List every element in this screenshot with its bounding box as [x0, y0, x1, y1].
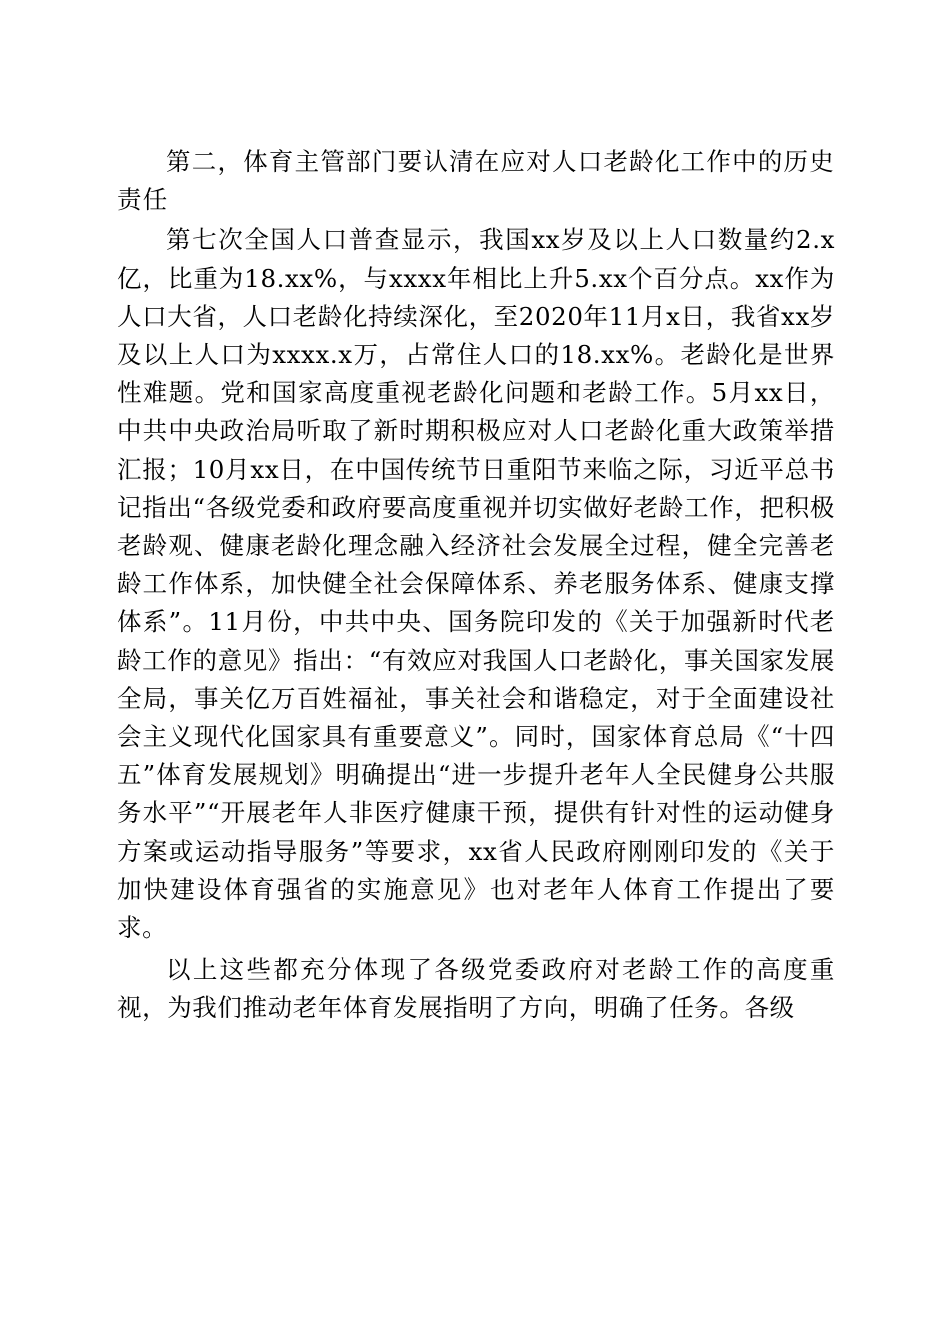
- paragraph-summary: 以上这些都充分体现了各级党委政府对老龄工作的高度重视，为我们推动老年体育发展指明了方向，明确了任务。各级: [117, 955, 835, 1023]
- document-body: [117, 143, 835, 1028]
- paragraph-population-statistics: 第七次全国人口普查显示，我国xx岁及以上人口数量约2.x亿，比重为18.xx%，与xxxx年相比上升5.xx个百分点。xx作为人口大省，人口老龄化持续深化，至2020年11月x日，我省xx岁及以上人口为xxxx.x万，占常住人口的18.xx%。老龄化是世界性难题。党和国家高度重视老龄化问题和老龄工作。5月xx日，中共中央政治局听取了新时期积极应对人口老龄化重大政策举措汇报；10月xx日，在中国传统节日重阳节来临之际，习近平总书记指出“各级党委和政府要高度重视并切实做好老龄工作，把积极老龄观、健康老龄化理念融入经济社会发展全过程，健全完善老龄工作体系，加快健全社会保障体系、养老服务体系、健康支撑体系”。11月份，中共中央、国务院印发的《关于加强新时代老龄工作的意见》指出：“有效应对我国人口老龄化，事关国家发展全局，事关亿万百姓福祉，事关社会和谐稳定，对于全面建设社会主义现代化国家具有重要意义”。同时，国家体育总局《“十四五”体育发展规划》明确提出“进一步提升老年人全民健身公共服务水平”“开展老年人非医疗健康干预，提供有针对性的运动健身方案或运动指导服务”等要求，xx省人民政府刚刚印发的《关于加快建设体育强省的实施意见》也对老年人体育工作提出了要求。: [117, 225, 835, 943]
- section-heading: 第二，体育主管部门要认清在应对人口老龄化工作中的历史责任: [117, 147, 835, 215]
